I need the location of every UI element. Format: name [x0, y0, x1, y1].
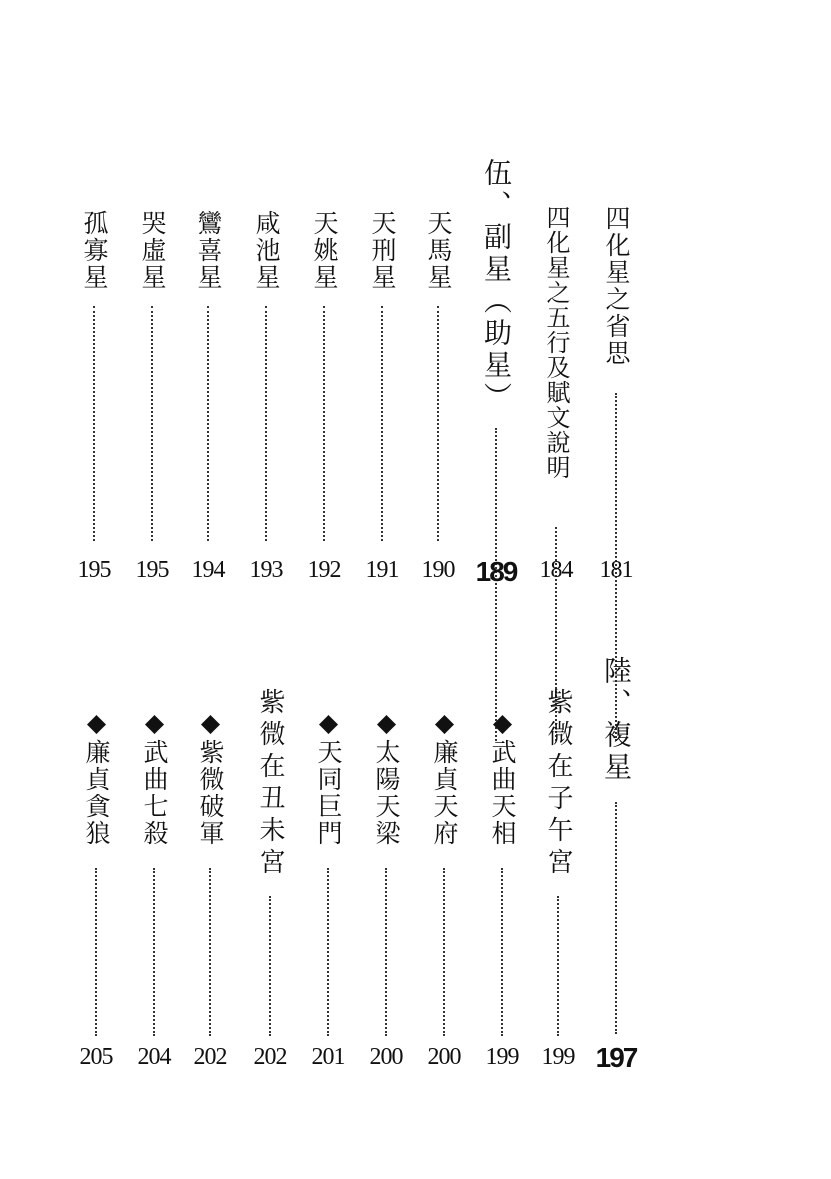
- page-number: 191: [365, 557, 399, 583]
- chapter-title: 伍、副星︵助星︶: [480, 158, 513, 414]
- leader-dots: [269, 896, 271, 1036]
- page-number: 205: [79, 1044, 113, 1070]
- page-number: 189: [475, 556, 517, 587]
- entry-title: ◆廉貞貪狼: [82, 708, 111, 847]
- entry-title: 紫微在子午宮: [543, 688, 573, 880]
- entry-title: 哭虛星: [138, 210, 167, 291]
- leader-dots: [93, 306, 95, 541]
- leader-dots: [437, 306, 439, 541]
- leader-dots: [207, 306, 209, 541]
- page-number: 190: [421, 557, 455, 583]
- leader-dots: [265, 306, 267, 541]
- entry-title: 四化星之省思: [602, 205, 631, 367]
- leader-dots: [209, 868, 211, 1036]
- leader-dots: [151, 306, 153, 541]
- entry-title: ◆太陽天梁: [372, 708, 401, 847]
- entry-title: 咸池星: [252, 210, 281, 291]
- page-number: 195: [77, 557, 111, 583]
- leader-dots: [615, 802, 617, 1034]
- page-number: 194: [191, 557, 225, 583]
- leader-dots: [385, 868, 387, 1036]
- page-number: 195: [135, 557, 169, 583]
- page-number: 201: [311, 1044, 345, 1070]
- entry-title: ◆武曲七殺: [140, 708, 169, 847]
- page-number: 200: [427, 1044, 461, 1070]
- page-number: 193: [249, 557, 283, 583]
- leader-dots: [443, 868, 445, 1036]
- entry-title: 鸞喜星: [194, 210, 223, 291]
- entry-title: ◆武曲天相: [488, 708, 517, 847]
- entry-title: 天姚星: [310, 210, 339, 291]
- leader-dots: [327, 868, 329, 1036]
- entry-title: ◆廉貞天府: [430, 708, 459, 847]
- page-number: 204: [137, 1044, 171, 1070]
- entry-title: 天馬星: [424, 210, 453, 291]
- page-number: 197: [595, 1042, 637, 1073]
- entry-title: 四化星之五行及賦文說明: [542, 205, 570, 480]
- entry-title: 紫微在丑未宮: [255, 688, 285, 880]
- entry-title: 天刑星: [368, 210, 397, 291]
- leader-dots: [557, 896, 559, 1036]
- leader-dots: [95, 868, 97, 1036]
- entry-title: ◆紫微破軍: [196, 708, 225, 847]
- page-number: 192: [307, 557, 341, 583]
- leader-dots: [153, 868, 155, 1036]
- page-number: 199: [485, 1044, 519, 1070]
- page-number: 199: [541, 1044, 575, 1070]
- leader-dots: [381, 306, 383, 541]
- leader-dots: [323, 306, 325, 541]
- page-number: 200: [369, 1044, 403, 1070]
- page-number: 202: [253, 1044, 287, 1070]
- page-number: 181: [599, 557, 633, 583]
- entry-title: 孤寡星: [80, 210, 109, 291]
- page-number: 202: [193, 1044, 227, 1070]
- page-number: 184: [539, 557, 573, 583]
- leader-dots: [501, 868, 503, 1036]
- chapter-title: 陸、複星: [600, 656, 633, 784]
- entry-title: ◆天同巨門: [314, 708, 343, 847]
